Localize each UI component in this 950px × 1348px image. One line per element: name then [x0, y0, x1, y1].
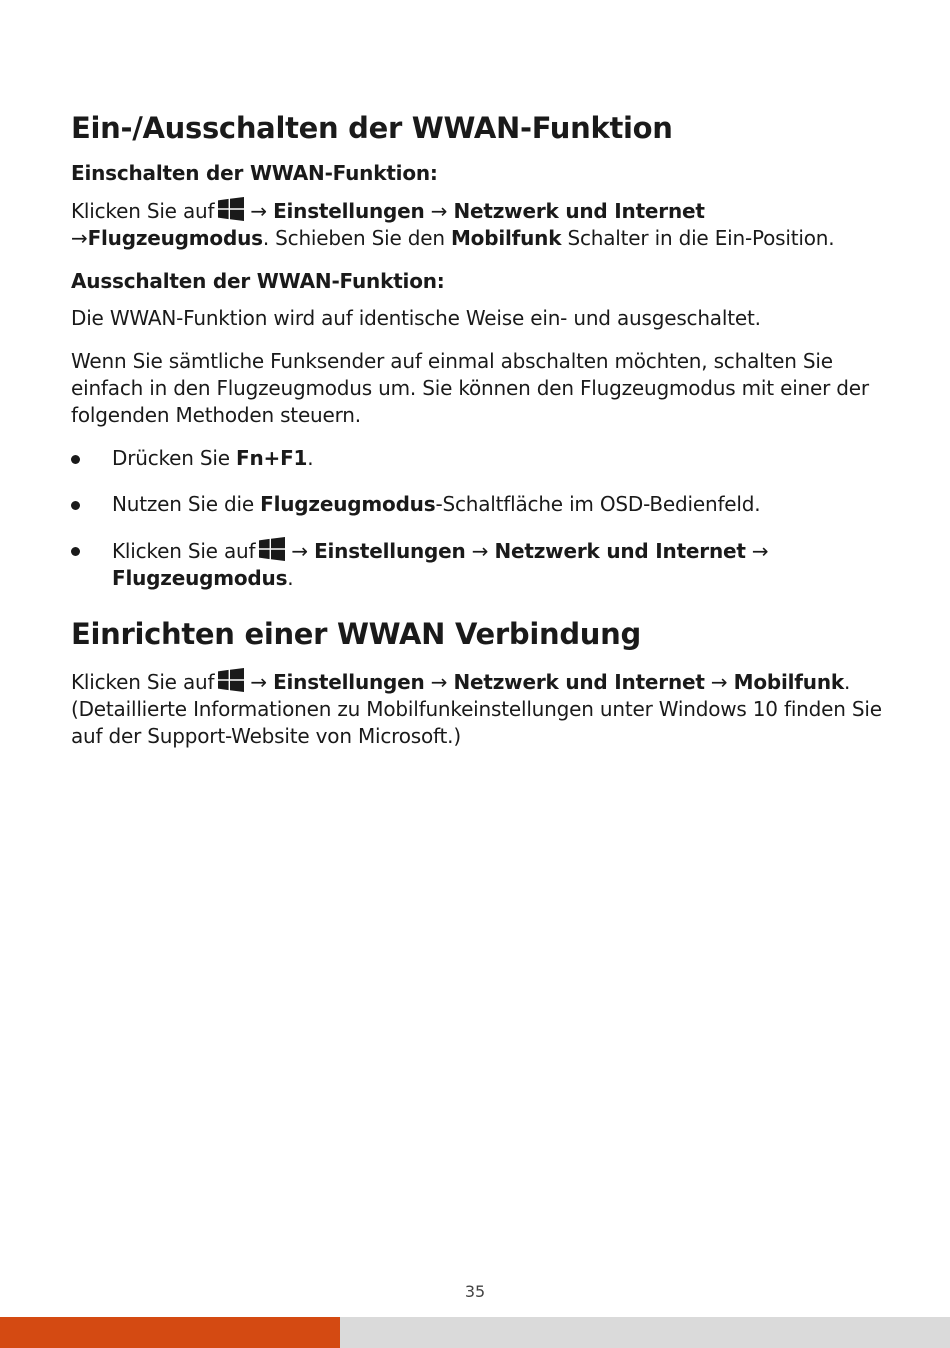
text-suffix: .	[287, 566, 294, 590]
arrow-icon: →	[430, 670, 448, 694]
step-airplane: Flugzeugmodus	[87, 226, 263, 250]
list-item	[71, 537, 883, 592]
disable-heading: Ausschalten der WWAN-Funktion:	[71, 269, 445, 293]
step-network: Netzwerk und Internet	[494, 539, 746, 563]
airplane-text: Wenn Sie sämtliche Funksender auf einmal abschalten möchten, schalten Sie einfach in den Flugzeugmodus um. Sie können den Flugzeugmodus mit einer der folgenden Methoden steuern.	[71, 349, 869, 427]
step-settings: Einstellungen	[314, 539, 466, 563]
arrow-icon: →	[751, 539, 769, 563]
step-network: Netzwerk und Internet	[453, 199, 705, 223]
page-number: 35	[464, 1282, 486, 1301]
key-combo: Fn+F1	[236, 446, 308, 470]
step-network: Netzwerk und Internet	[453, 670, 705, 694]
enable-heading: Einschalten der WWAN-Funktion:	[71, 161, 438, 185]
windows-logo-icon	[218, 197, 244, 221]
windows-logo-icon	[218, 668, 244, 692]
page-content	[71, 108, 883, 766]
text-suffix: Schalter in die Ein-Position.	[561, 226, 835, 250]
airplane-methods-list	[71, 445, 883, 592]
arrow-icon: →	[471, 539, 489, 563]
text-suffix: .	[307, 446, 314, 470]
text-mid: . Schieben Sie den	[262, 226, 451, 250]
text-suffix: -Schaltfläche im OSD-Bedienfeld.	[435, 492, 761, 516]
section-title-wwan-setup: Einrichten einer WWAN Verbindung	[71, 617, 641, 651]
list-item	[71, 491, 883, 518]
setup-instructions	[71, 668, 883, 750]
step-settings: Einstellungen	[273, 199, 425, 223]
text-prefix: Nutzen Sie die	[112, 492, 261, 516]
footer-accent-bar	[0, 1317, 340, 1348]
arrow-icon: →	[710, 670, 728, 694]
button-name: Flugzeugmodus	[260, 492, 436, 516]
arrow-icon: →	[430, 199, 448, 223]
step-settings: Einstellungen	[273, 670, 425, 694]
text-prefix: Klicken Sie auf	[112, 539, 256, 563]
step-airplane: Flugzeugmodus	[112, 566, 288, 590]
arrow-icon: →	[250, 199, 267, 223]
footer-bar	[0, 1317, 950, 1348]
enable-instructions	[71, 197, 883, 252]
arrow-icon: →	[291, 539, 308, 563]
setup-note: (Detaillierte Informationen zu Mobilfunkeinstellungen unter Windows 10 finden Sie auf der Support-Website von Microsoft.)	[71, 697, 882, 748]
windows-logo-icon	[259, 537, 285, 561]
list-item	[71, 445, 883, 472]
text-prefix: Drücken Sie	[112, 446, 237, 470]
arrow-icon: →	[250, 670, 267, 694]
section-title-wwan-toggle: Ein-/Ausschalten der WWAN-Funktion	[71, 111, 673, 145]
bullet-icon	[71, 501, 80, 510]
arrow-icon: →	[71, 226, 88, 250]
step-mobile: Mobilfunk	[733, 670, 844, 694]
footer-gray-bar	[340, 1317, 950, 1348]
disable-text: Die WWAN-Funktion wird auf identische Weise ein- und ausgeschaltet.	[71, 306, 761, 330]
bullet-icon	[71, 547, 80, 556]
switch-name: Mobilfunk	[450, 226, 562, 250]
bullet-icon	[71, 455, 80, 464]
text-suffix: .	[844, 670, 851, 694]
text-prefix: Klicken Sie auf	[71, 670, 215, 694]
text-prefix: Klicken Sie auf	[71, 199, 215, 223]
